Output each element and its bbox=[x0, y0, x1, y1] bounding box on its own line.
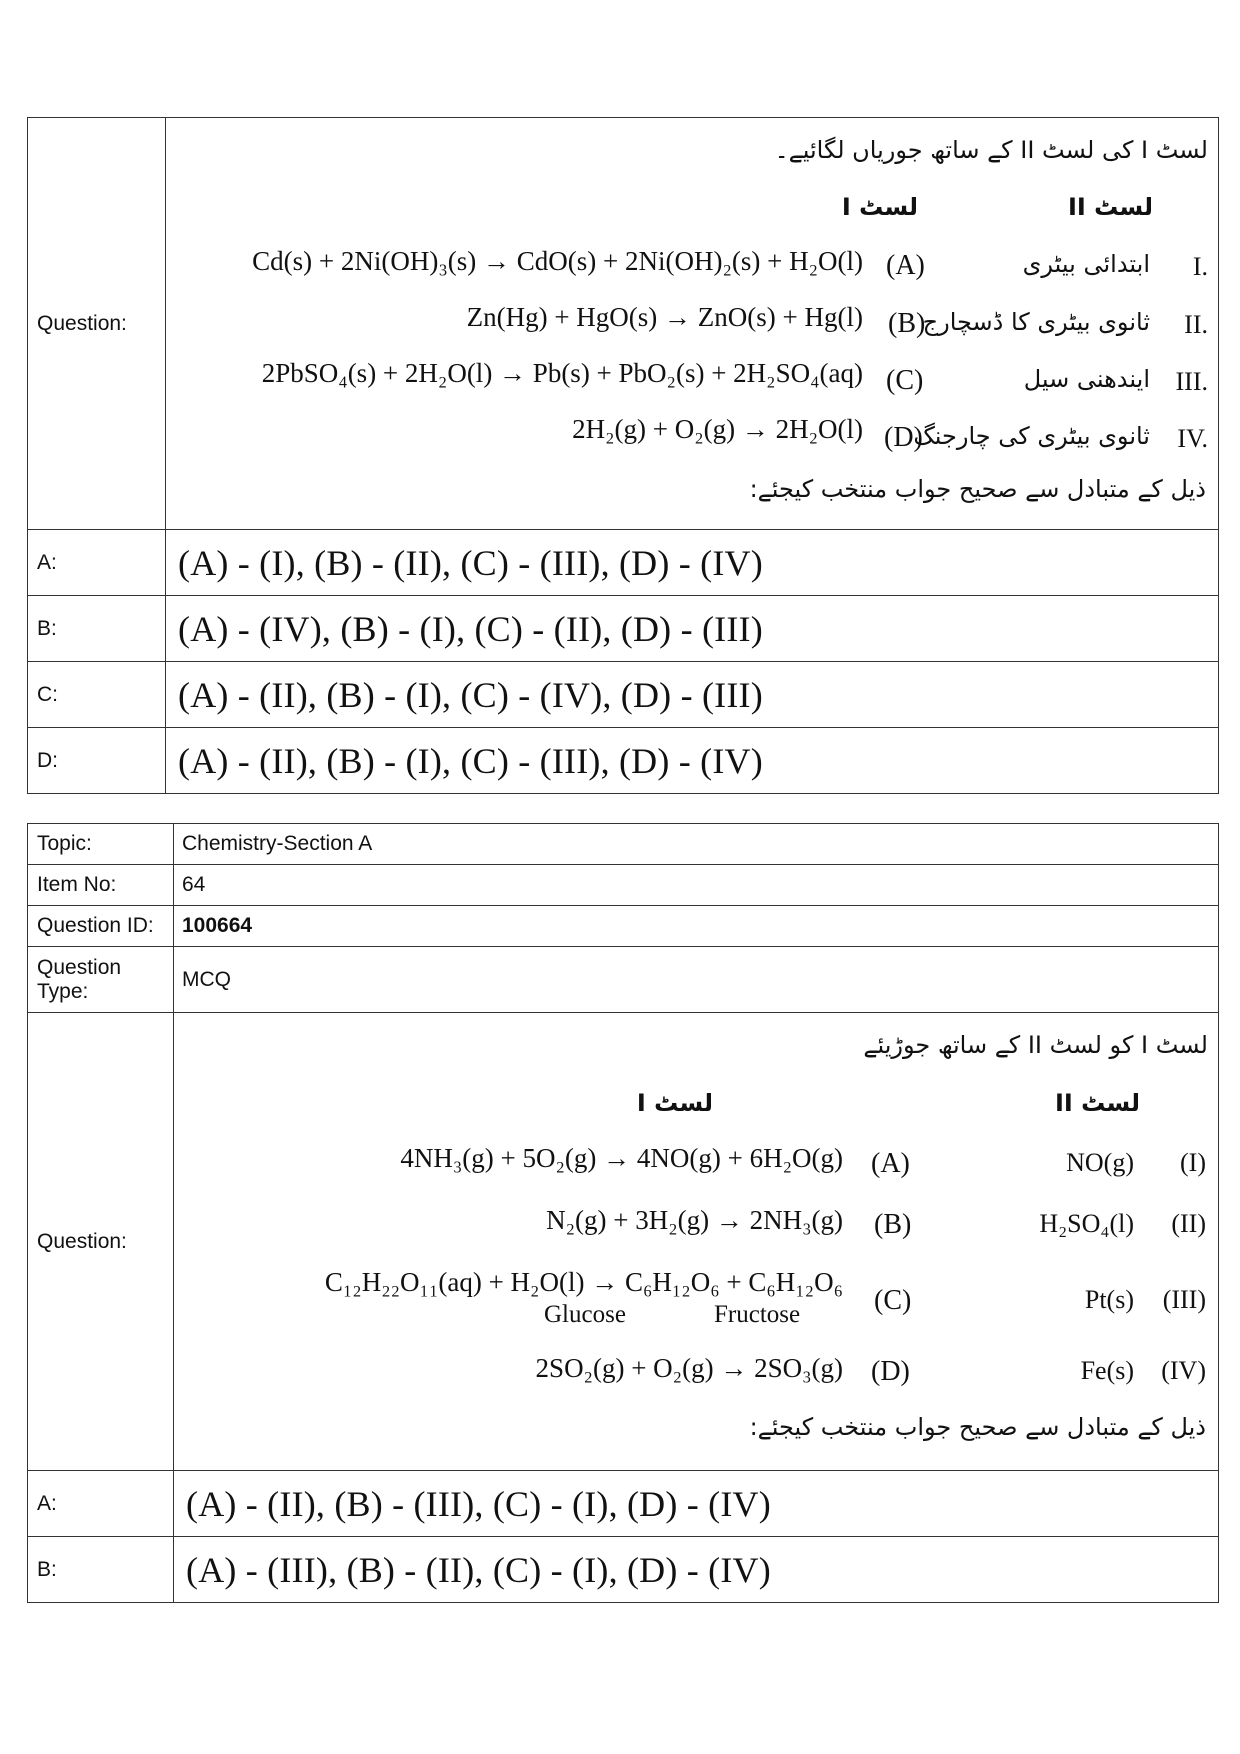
list2-numeral: (I) bbox=[1180, 1148, 1206, 1177]
list1-equation: C₁₂H₂₂O₁₁(aq) + H₂O(l) → C₆H₁₂O₆ + C₆H₁₂O₆ bbox=[324, 1267, 843, 1297]
option-text[interactable]: (A) - (IV), (B) - (I), (C) - (II), (D) - (III) bbox=[166, 596, 1219, 662]
meta-value-question-id: 100664 bbox=[174, 906, 1219, 947]
list1-letter: (D) bbox=[884, 422, 923, 453]
question-block-2 bbox=[27, 823, 1219, 1603]
list1-letter: (A) bbox=[871, 1148, 910, 1179]
list1-equation: 2SO₂(g) + O₂(g) → 2SO₃(g) bbox=[535, 1353, 843, 1383]
option-text[interactable]: (A) - (III), (B) - (II), (C) - (I), (D) - (IV) bbox=[174, 1537, 1219, 1603]
list1-letter: (D) bbox=[871, 1356, 910, 1387]
list2-item: NO(g) bbox=[1066, 1148, 1134, 1177]
option-label: C: bbox=[28, 662, 166, 728]
question-content bbox=[166, 118, 1219, 530]
option-label: D: bbox=[28, 728, 166, 794]
option-label: B: bbox=[28, 596, 166, 662]
question-label: Question: bbox=[28, 1013, 174, 1471]
list1-equation: N₂(g) + 3H₂(g) → 2NH₃(g) bbox=[546, 1205, 843, 1235]
list2-header: لسٹ II bbox=[1067, 193, 1153, 221]
list2-numeral: II. bbox=[1184, 310, 1208, 339]
list1-header: لسٹ I bbox=[841, 193, 918, 221]
list2-numeral: I. bbox=[1192, 252, 1208, 281]
list2-numeral: (III) bbox=[1162, 1285, 1206, 1314]
list1-equation: 2H₂(g) + O₂(g) → 2H₂O(l) bbox=[572, 414, 863, 444]
closing-instruction: ذیل کے متبادل سے صحیح جواب منتخب کیجئے: bbox=[749, 475, 1206, 503]
list1-letter: (A) bbox=[886, 250, 925, 281]
meta-value-question-type: MCQ bbox=[174, 947, 1219, 1013]
list1-letter: (B) bbox=[874, 1209, 912, 1240]
question-content bbox=[174, 1013, 1219, 1471]
list1-equation: 4NH₃(g) + 5O₂(g) → 4NO(g) + 6H₂O(g) bbox=[400, 1143, 843, 1173]
question-label: Question: bbox=[28, 118, 166, 530]
list2-numeral: (II) bbox=[1171, 1209, 1206, 1238]
list2-item: Fe(s) bbox=[1080, 1356, 1134, 1385]
list1-letter: (C) bbox=[874, 1285, 912, 1316]
option-text[interactable]: (A) - (II), (B) - (I), (C) - (IV), (D) - (III) bbox=[166, 662, 1219, 728]
meta-value-topic: Chemistry-Section A bbox=[174, 824, 1219, 865]
list2-item: ثانوی بیٹری کی چارجنگ bbox=[913, 422, 1150, 450]
option-label: B: bbox=[28, 1537, 174, 1603]
option-text[interactable]: (A) - (I), (B) - (II), (C) - (III), (D) - (IV) bbox=[166, 530, 1219, 596]
option-label: A: bbox=[28, 530, 166, 596]
meta-label-topic: Topic: bbox=[28, 824, 174, 865]
list2-item: H₂SO₄(l) bbox=[1039, 1209, 1134, 1238]
option-text[interactable]: (A) - (II), (B) - (III), (C) - (I), (D) - (IV) bbox=[174, 1471, 1219, 1537]
instruction-urdu: لسٹ I کی لسٹ II کے ساتھ جوریاں لگائیے۔ bbox=[774, 136, 1208, 164]
list1-equation: Cd(s) + 2Ni(OH)₃(s) → CdO(s) + 2Ni(OH)₂(s) + H₂O(l) bbox=[252, 246, 863, 276]
meta-label-question-id: Question ID: bbox=[28, 906, 174, 947]
list1-equation: 2PbSO₄(s) + 2H₂O(l) → Pb(s) + PbO₂(s) + 2H₂SO₄(aq) bbox=[261, 358, 863, 388]
list2-numeral: III. bbox=[1175, 367, 1208, 396]
list1-header: لسٹ I bbox=[636, 1089, 713, 1117]
list1-equation: Zn(Hg) + HgO(s) → ZnO(s) + Hg(l) bbox=[466, 302, 863, 332]
list2-item: ثانوی بیٹری کا ڈسچارج bbox=[922, 308, 1150, 336]
list1-letter: (C) bbox=[886, 365, 924, 396]
instruction-urdu: لسٹ I کو لسٹ II کے ساتھ جوڑیئے bbox=[863, 1031, 1208, 1059]
list2-numeral: (IV) bbox=[1161, 1356, 1206, 1385]
fructose-label: Fructose bbox=[714, 1301, 801, 1328]
list2-numeral: IV. bbox=[1177, 424, 1208, 453]
list2-item: Pt(s) bbox=[1084, 1285, 1134, 1314]
glucose-label: Glucose bbox=[544, 1301, 626, 1328]
option-label: A: bbox=[28, 1471, 174, 1537]
meta-label-question-type: Question Type: bbox=[28, 947, 174, 1013]
meta-value-item-no: 64 bbox=[174, 865, 1219, 906]
question-block-1 bbox=[27, 117, 1219, 794]
meta-label-item-no: Item No: bbox=[28, 865, 174, 906]
list1-letter: (B) bbox=[888, 308, 926, 339]
option-text[interactable]: (A) - (II), (B) - (I), (C) - (III), (D) - (IV) bbox=[166, 728, 1219, 794]
list2-item: ابتدائی بیٹری bbox=[1022, 250, 1150, 278]
closing-instruction: ذیل کے متبادل سے صحیح جواب منتخب کیجئے: bbox=[749, 1413, 1206, 1441]
list2-item: ایندھنی سیل bbox=[1023, 365, 1150, 393]
list2-header: لسٹ II bbox=[1054, 1089, 1140, 1117]
